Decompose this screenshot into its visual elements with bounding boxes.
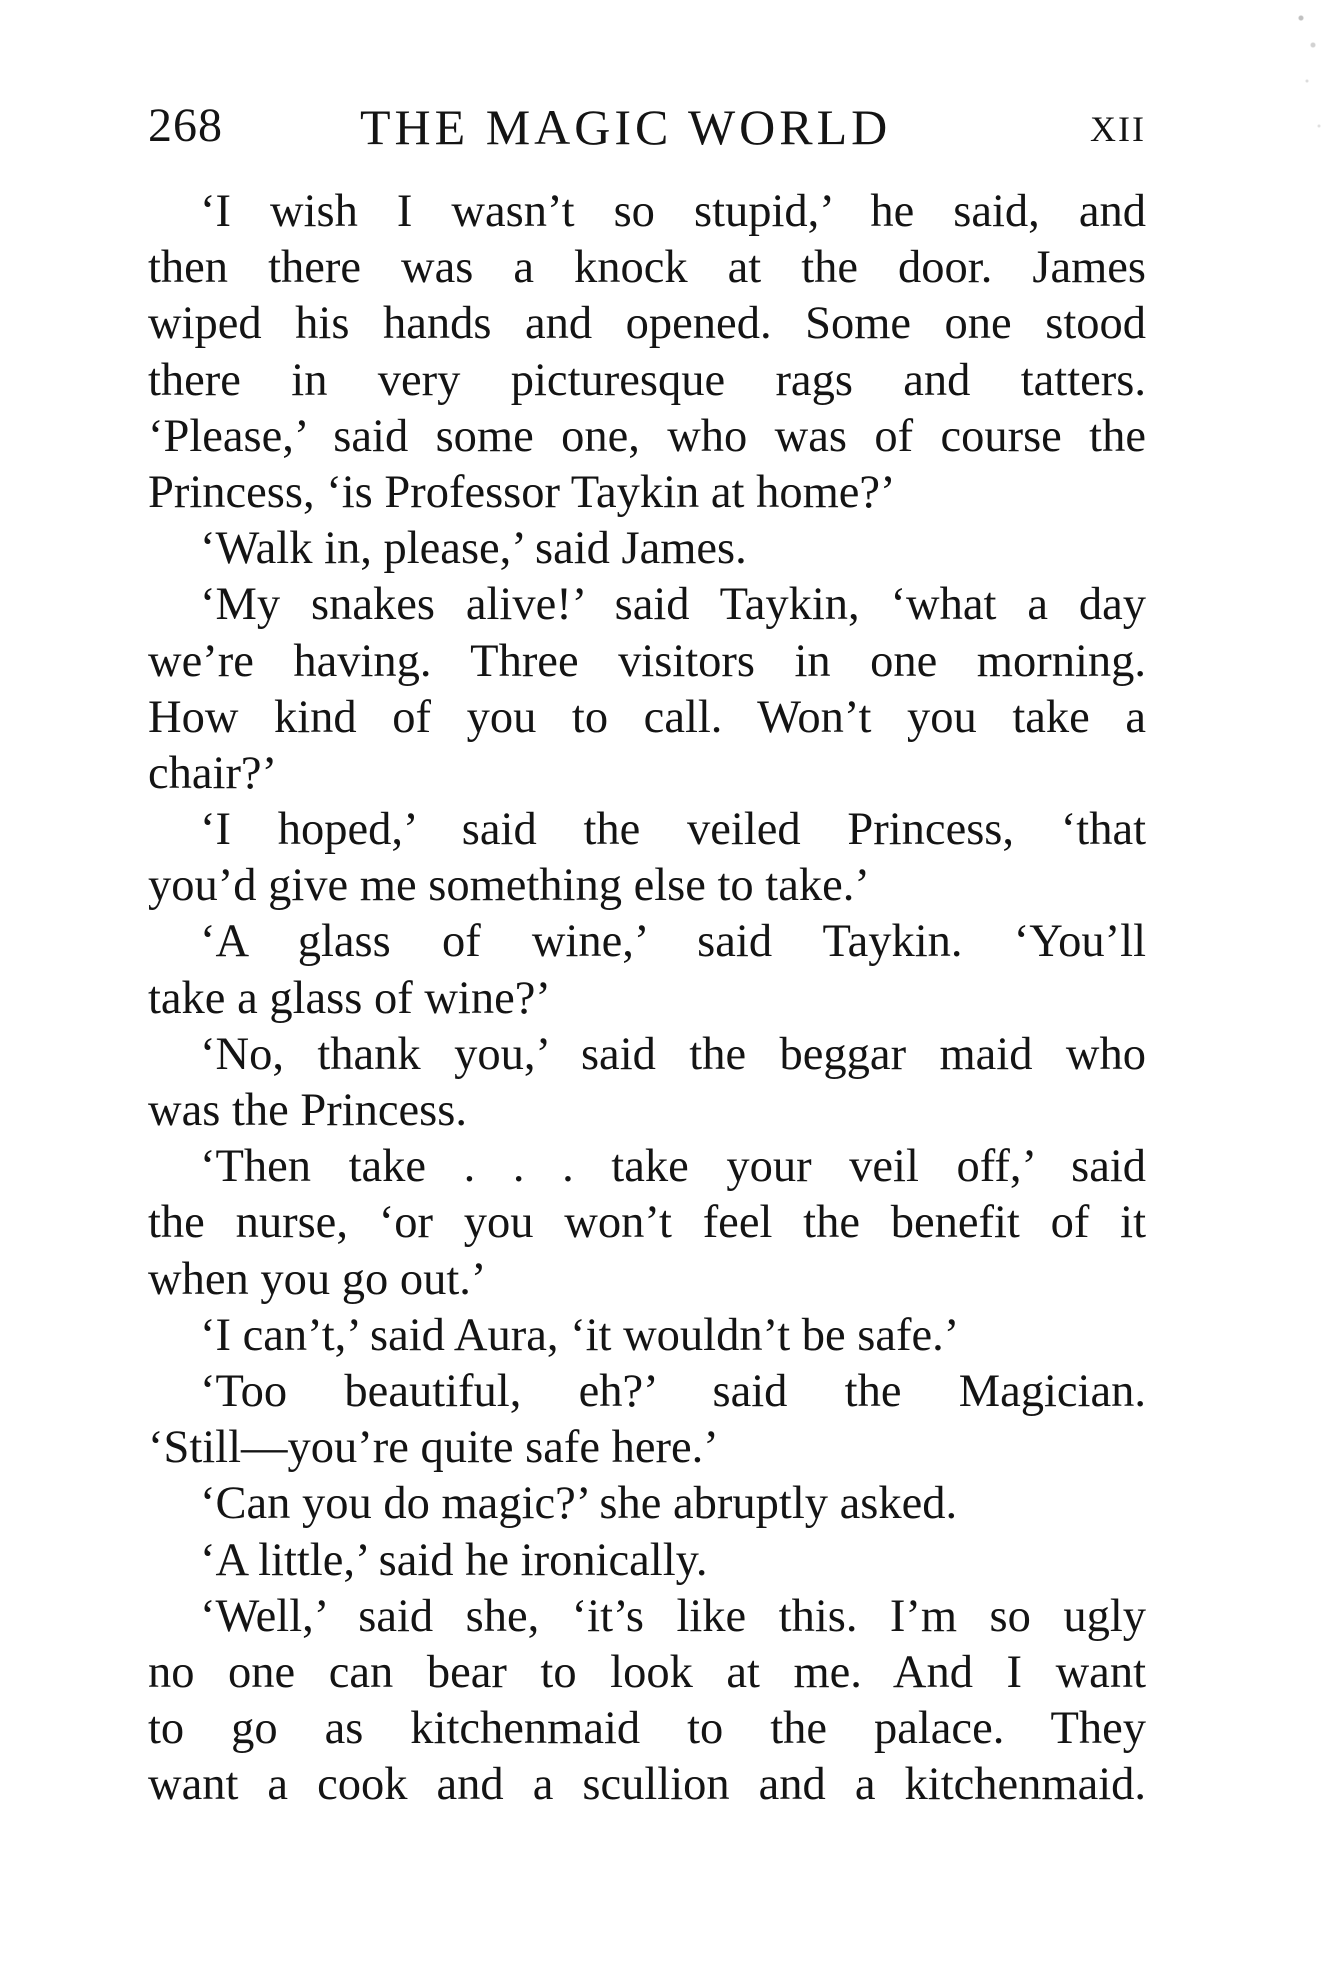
running-header xyxy=(148,98,1146,158)
text-line: ‘Well,’ said she, ‘it’s like this. I’m so ugly xyxy=(200,1590,1146,1642)
text-line: ‘Too beautiful, eh?’ said the Magician. xyxy=(200,1365,1146,1417)
text-line: you’d give me something else to take.’ xyxy=(148,860,870,912)
text-line: ‘Please,’ said some one, who was of course the xyxy=(148,410,1146,462)
text-line: Princess, ‘is Professor Taykin at home?’ xyxy=(148,466,896,518)
text-line: How kind of you to call. Won’t you take a xyxy=(148,691,1146,743)
text-line: to go as kitchenmaid to the palace. They xyxy=(148,1703,1146,1755)
text-line: ‘I wish I wasn’t so stupid,’ he said, and xyxy=(200,186,1146,237)
text-line: when you go out.’ xyxy=(148,1253,487,1305)
text-line: ‘A glass of wine,’ said Taykin. ‘You’ll xyxy=(200,916,1146,968)
chapter-number: XII xyxy=(1090,109,1146,149)
text-line: take a glass of wine?’ xyxy=(148,972,551,1024)
text-line: ‘Then take . . . take your veil off,’ said xyxy=(200,1141,1146,1193)
running-title: THE MAGIC WORLD xyxy=(360,99,892,155)
text-line: then there was a knock at the door. James xyxy=(148,242,1146,294)
text-line: the nurse, ‘or you won’t feel the benefit of it xyxy=(148,1197,1146,1249)
text-line: there in very picturesque rags and tatters. xyxy=(148,354,1146,406)
page-number: 268 xyxy=(148,99,223,152)
text-line: ‘Can you do magic?’ she abruptly asked. xyxy=(200,1478,958,1530)
text-line: no one can bear to look at me. And I want xyxy=(148,1646,1146,1698)
text-line: wiped his hands and opened. Some one stood xyxy=(148,298,1146,350)
scan-edge-artifact xyxy=(1283,0,1343,180)
text-line: ‘I hoped,’ said the veiled Princess, ‘that xyxy=(200,804,1146,856)
text-line: chair?’ xyxy=(148,747,278,799)
text-line: was the Princess. xyxy=(148,1085,467,1136)
text-line: we’re having. Three visitors in one morning. xyxy=(148,635,1146,687)
text-line: ‘A little,’ said he ironically. xyxy=(200,1534,708,1586)
text-line: ‘I can’t,’ said Aura, ‘it wouldn’t be safe.’ xyxy=(200,1309,960,1361)
text-line: ‘My snakes alive!’ said Taykin, ‘what a day xyxy=(200,579,1146,631)
text-line: ‘Still—you’re quite safe here.’ xyxy=(148,1422,719,1474)
text-line: ‘Walk in, please,’ said James. xyxy=(200,523,747,575)
text-line: ‘No, thank you,’ said the beggar maid who xyxy=(200,1028,1146,1080)
body-text xyxy=(148,184,1146,1813)
text-line: want a cook and a scullion and a kitchenmaid. xyxy=(148,1759,1146,1811)
